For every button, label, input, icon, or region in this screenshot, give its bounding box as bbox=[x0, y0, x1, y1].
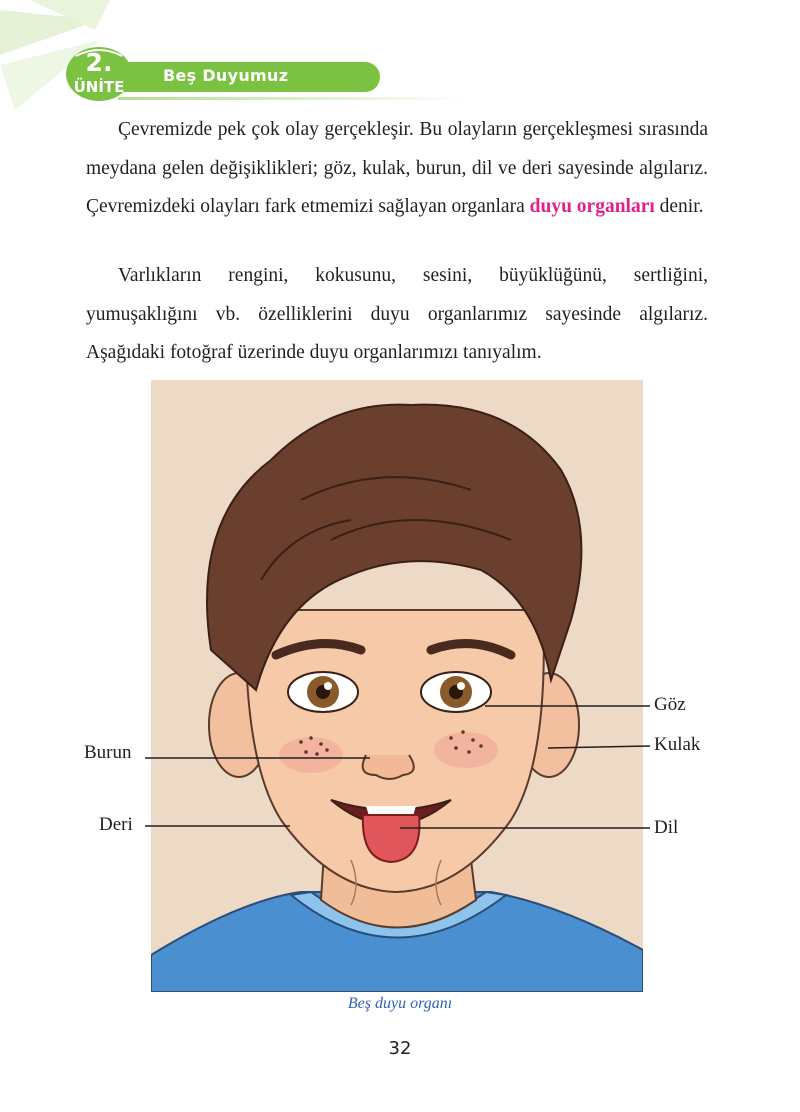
label-deri: Deri bbox=[99, 814, 133, 835]
intro-text-end: denir. bbox=[654, 196, 704, 217]
label-burun: Burun bbox=[84, 742, 132, 763]
highlight-term: duyu organları bbox=[529, 196, 655, 217]
label-dil: Dil bbox=[654, 817, 679, 838]
section-title: Beş Duyumuz bbox=[163, 66, 289, 85]
figure-caption: Beş duyu organı bbox=[347, 995, 453, 1012]
second-paragraph: Varlıkların rengini, kokusunu, sesini, büyüklüğünü, sertliğini, yumuşaklığını vb. özelliklerini duyu organlarımız sayesinde algılarız. Aşağıdaki fotoğraf üzerinde duyu organlarımızı tanıyalım. bbox=[86, 265, 708, 363]
label-kulak: Kulak bbox=[654, 734, 701, 755]
unit-number: 2. bbox=[85, 48, 113, 77]
page-number: 32 bbox=[388, 1038, 412, 1059]
intro-text-start: Çevremizde pek çok olay gerçekleşir. Bu olayların gerçekleşmesi sırasında meydana gelen değişiklikleri; göz, kulak, burun, dil ve deri sayesinde algılarız. Çevremizdeki olayları fark etmemizi sağlayan organlara bbox=[86, 119, 708, 217]
boy-face-illustration bbox=[151, 380, 643, 992]
label-goz: Göz bbox=[654, 694, 686, 715]
intro-paragraph bbox=[86, 111, 708, 227]
unit-label: ÜNİTE bbox=[73, 78, 125, 96]
header-divider bbox=[118, 97, 468, 100]
